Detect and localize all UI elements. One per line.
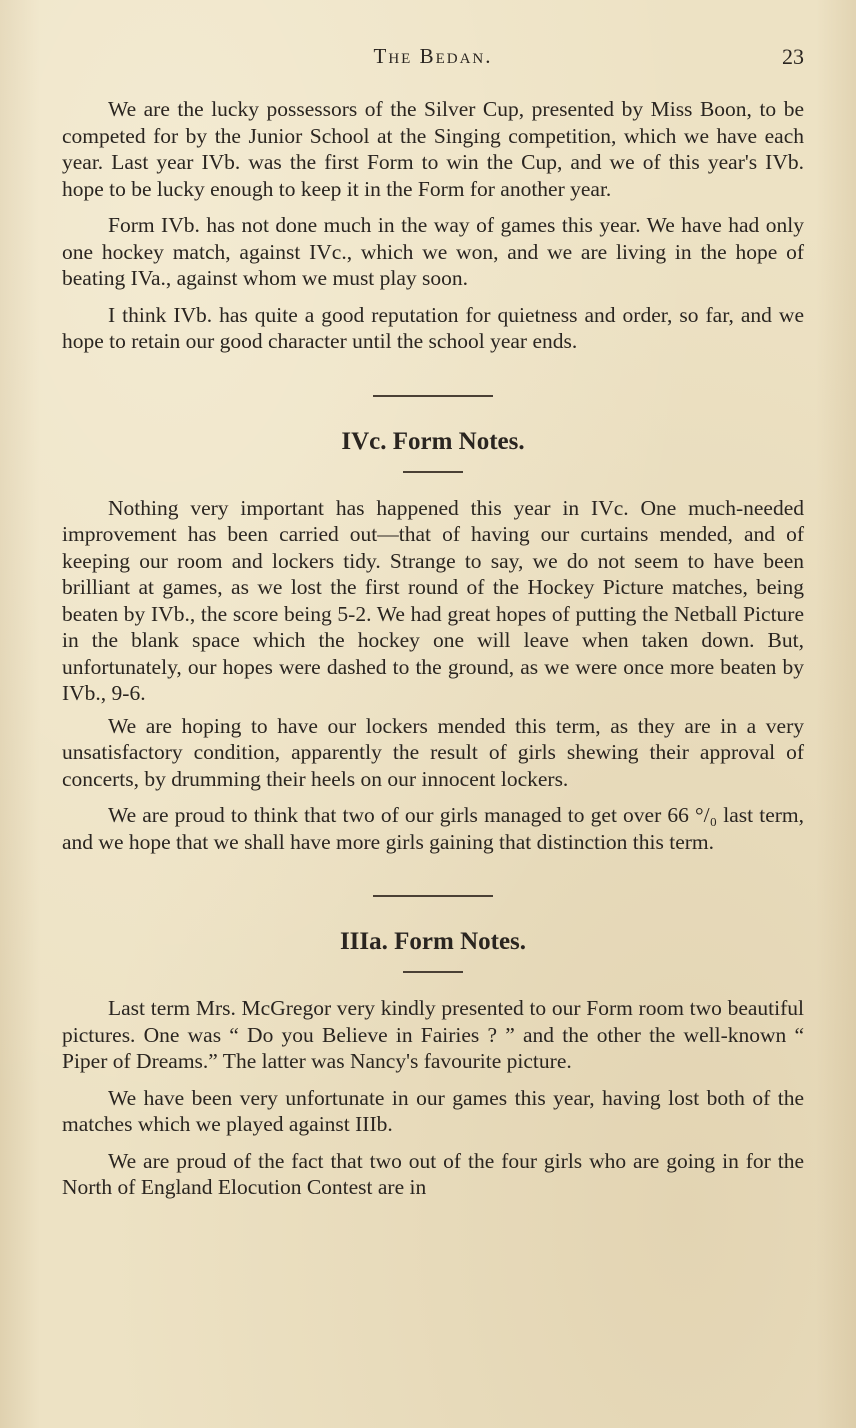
ivc-section-body bbox=[62, 495, 804, 856]
paragraph: Last term Mrs. McGregor very kindly presented to our Form room two beautiful pictures. One was “ Do you Believe in Fairies ? ” and the other the well-known “ Piper of Dreams.” The latter was Nancy's favourite picture. bbox=[62, 996, 804, 1073]
paragraph: We are proud to think that two of our girls managed to get over 66 °/₀ last term, and we hope that we shall have more girls gaining that distinction this term. bbox=[62, 803, 804, 854]
paragraph: We are proud of the fact that two out of the four girls who are going in for the North of England Elocution Contest are in bbox=[62, 1148, 804, 1199]
paragraph: We have been very unfortunate in our games this year, having lost both of the matches which we played against IIIb. bbox=[62, 1085, 804, 1136]
page-number: 23 bbox=[782, 44, 804, 69]
running-title: The Bedan. bbox=[373, 44, 493, 68]
running-head bbox=[62, 0, 804, 69]
paragraph: Nothing very important has happened this year in IVc. One much-needed improvement has been carried out—that of having our curtains mended, and of keeping our room and lockers tidy. Strange to say, we do not seem to have been brilliant at games, as we lost the first round of the Hockey Picture matches, being beaten by IVb., the score being 5-2. We had great hopes of putting the Netball Picture in the blank space which the hockey one will leave when taken down. But, unfortunately, our hopes were dashed to the ground, as we were once more beaten by IVb., 9-6. bbox=[62, 495, 804, 705]
paragraph: We are hoping to have our lockers mended this term, as they are in a very unsatisfactory condition, apparently the result of girls shewing their approval of concerts, by drumming their heels on our innocent lockers. bbox=[62, 713, 804, 791]
paragraph: Form IVb. has not done much in the way of games this year. We have had only one hockey match, against IVc., which we won, and we are living in the hope of beating IVa., against whom we must play soon. bbox=[62, 213, 804, 290]
paragraph: I think IVb. has quite a good reputation for quietness and order, so far, and we hope to retain our good character until the school year ends. bbox=[62, 302, 804, 353]
section-heading-iiia: IIIa. Form Notes. bbox=[339, 928, 527, 955]
iiia-section-body bbox=[62, 995, 804, 1201]
section-heading-ivc: IVc. Form Notes. bbox=[341, 427, 525, 455]
intro-section bbox=[62, 96, 804, 355]
paragraph: We are the lucky possessors of the Silver Cup, presented by Miss Boon, to be competed for by the Junior School at the Singing competition, which we have each year. Last year IVb. was the first Form to win the Cup, and we of this year's IVb. hope to be lucky enough to keep it in the Form for another year. bbox=[62, 97, 804, 201]
